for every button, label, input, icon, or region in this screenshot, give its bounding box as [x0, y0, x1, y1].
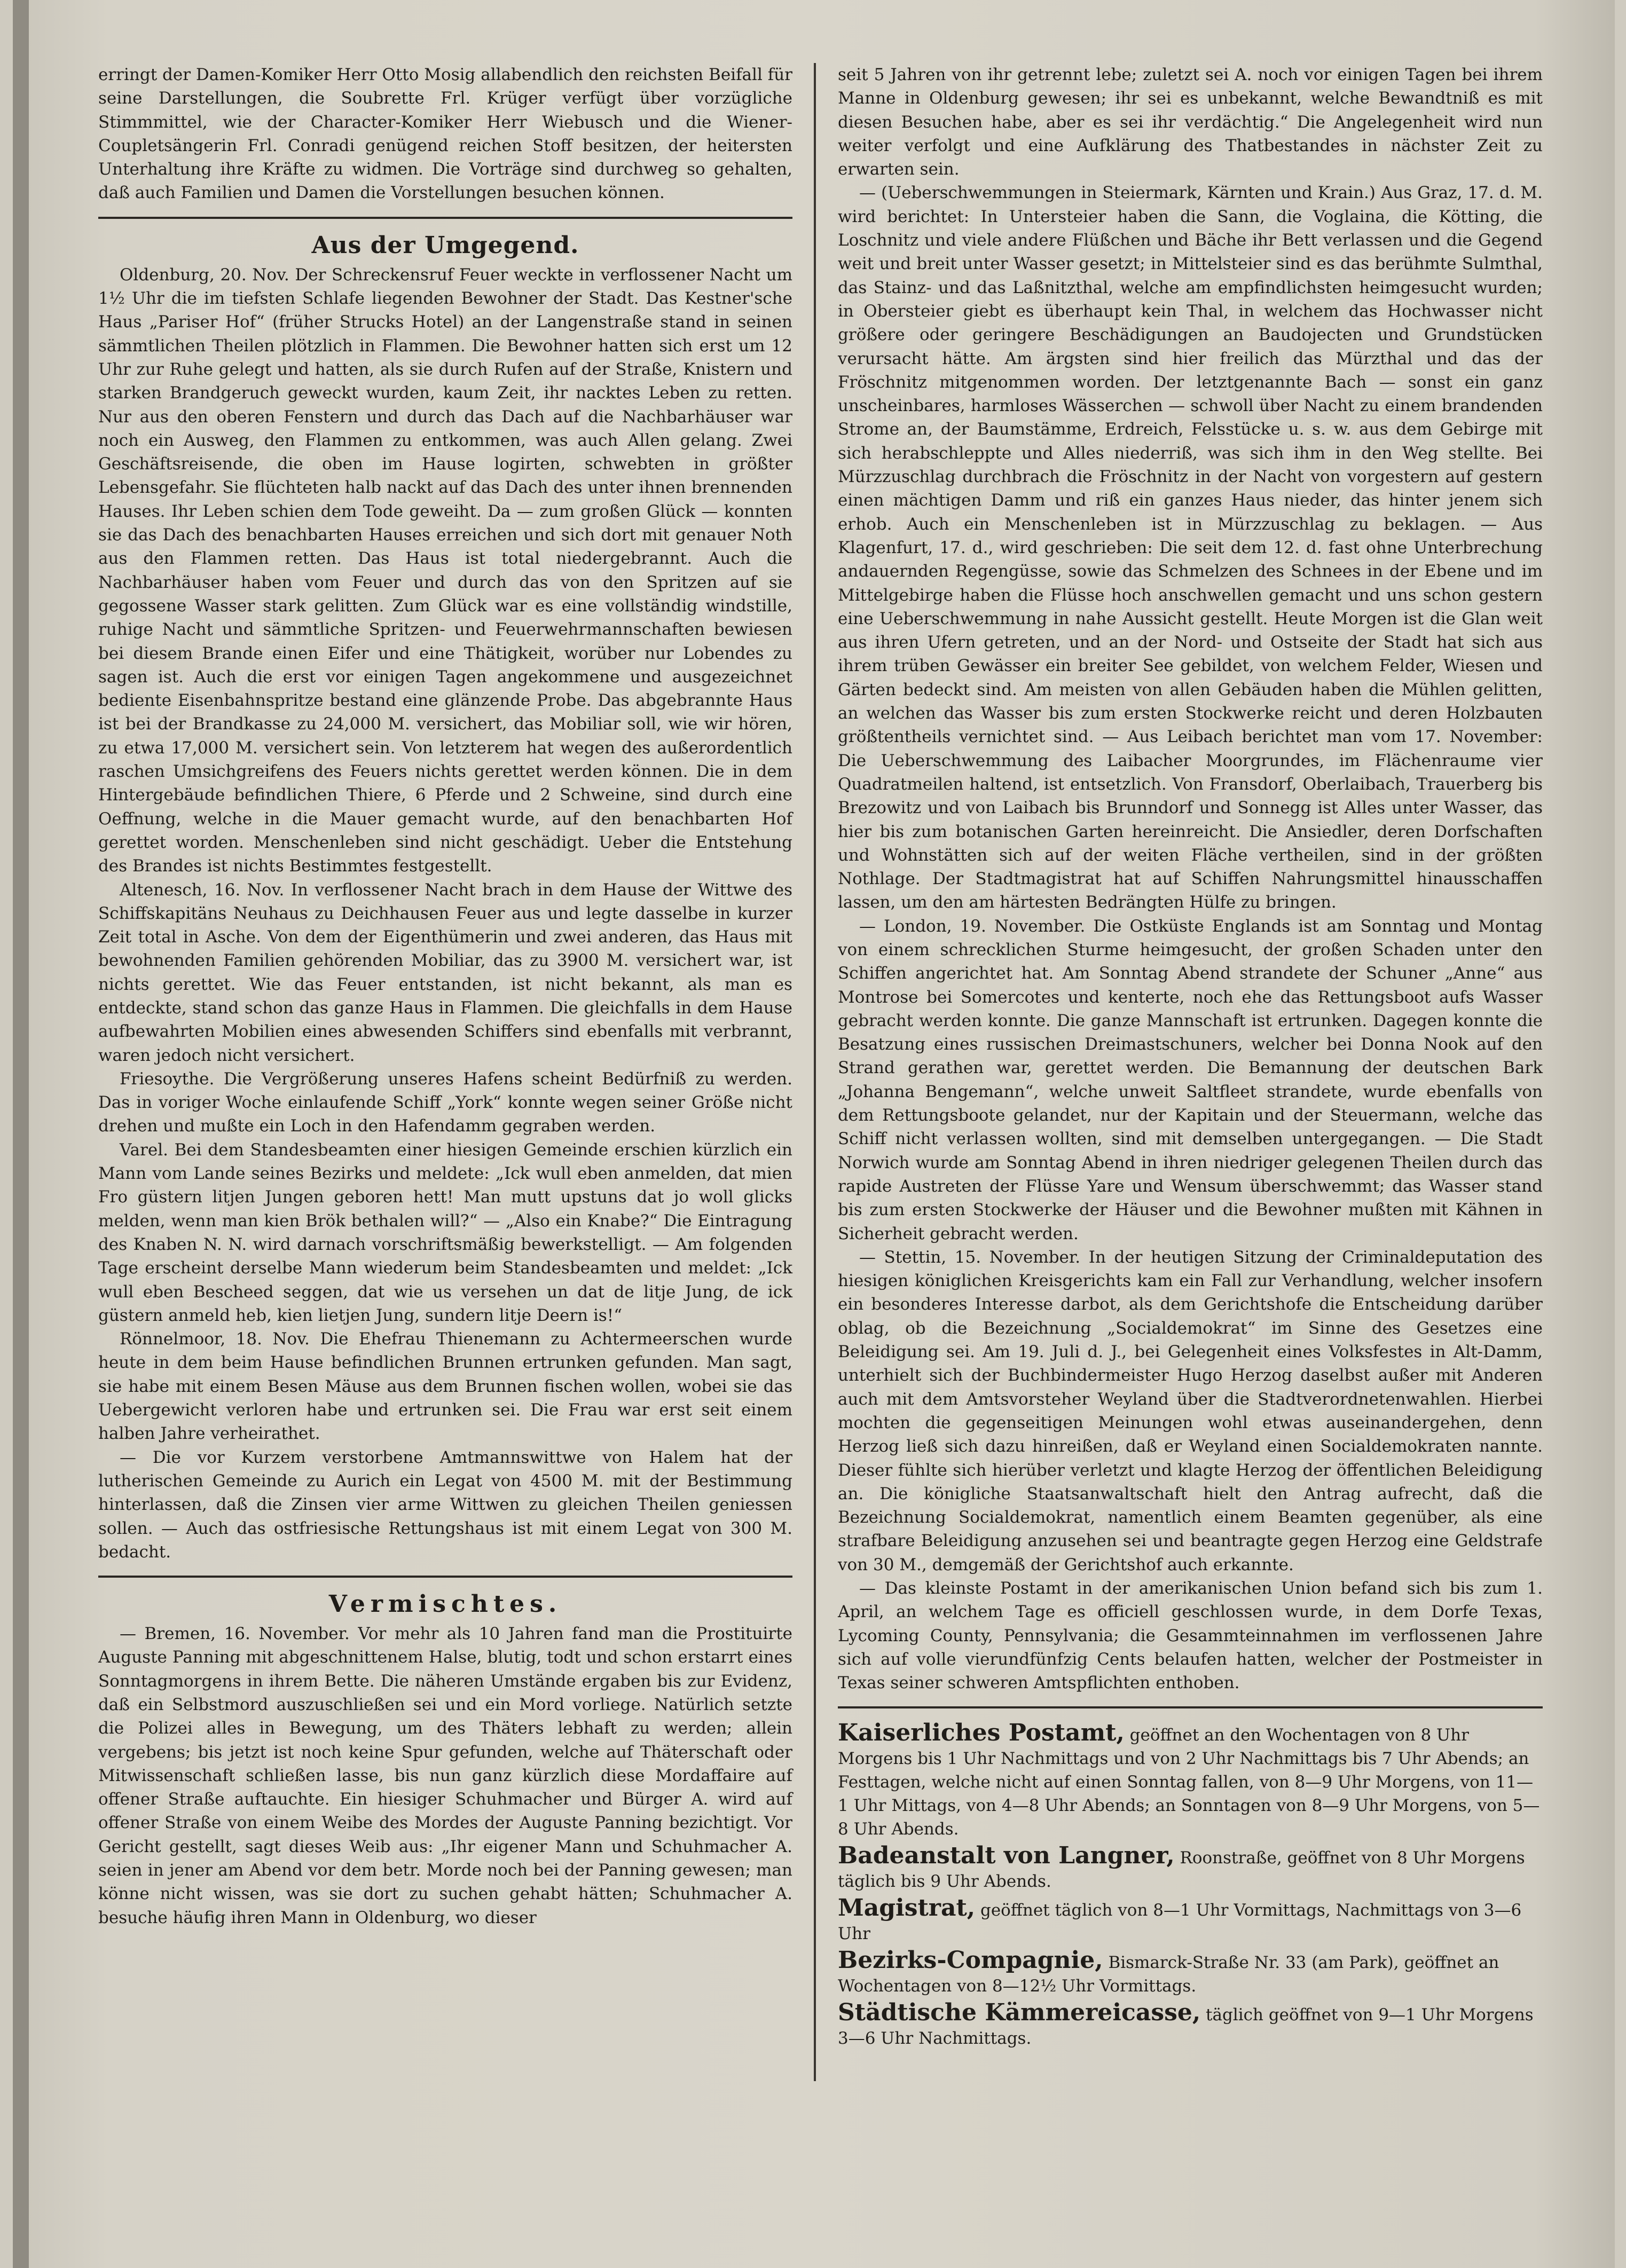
article-altenesch: Altenesch, 16. Nov. In verflossener Nacht brach in dem Hause der Wittwe des Schiffskapitäns Neuhaus zu Deichhausen Feuer aus und legte dasselbe in kurzer Zeit total in Asche. Von dem der Eigenthümerin und zwei anderen, das Haus mit bewohnenden Familien gehörenden Mobiliar, das zu 3900 M. versichert war, ist nichts gerettet. Wie das Feuer entstanden, ist nicht bekannt, als man es entdeckte, stand schon das ganze Haus in Flammen. Die gleichfalls in dem Hause aufbewahrten Mobilien eines abwesenden Schiffers sind ebenfalls mit verbrannt, waren jedoch nicht versichert. [98, 880, 792, 1065]
section-heading-vermischtes: Vermischtes. [328, 1590, 562, 1618]
section-rule [98, 217, 792, 219]
section-rule [98, 1576, 792, 1578]
notice-badeanstalt: Badeanstalt von Langner, Roonstraße, geöffnet von 8 Uhr Morgens täglich bis 9 Uhr Abends. [838, 1842, 1525, 1892]
notice-magistrat: Magistrat, geöffnet täglich von 8—1 Uhr Vormittags, Nachmittags von 3—6 Uhr [838, 1894, 1522, 1944]
concert-review-paragraph: erringt der Damen-Komiker Herr Otto Mosig allabendlich den reichsten Beifall für seine Darstellungen, die Soubrette Frl. Krüger verfügt über vorzügliche Stimmmittel, wie der Character-Komiker Herr Wiebusch und die Wiener-Coupletsängerin Frl. Conradi genügend reichen Stoff besitzen, der heitersten Unterhaltung ihre Kräfte zu widmen. Die Vorträge sind durchweg so gehalten, daß auch Familien und Damen die Vorstellungen besuchen können. [98, 65, 792, 203]
article-legat: — Die vor Kurzem verstorbene Amtmannswittwe von Halem hat der lutherischen Gemeinde zu Aurich ein Legat von 4500 M. mit der Bestimmung hinterlassen, daß die Zinsen vier arme Wittwen zu gleichen Theilen geniessen sollen. — Auch das ostfriesische Rettungshaus ist mit einem Legat von 300 M. bedacht. [98, 1447, 792, 1562]
right-column [838, 63, 1543, 2053]
notice-bezirks-compagnie: Bezirks-Compagnie, Bismarck-Straße Nr. 33 (am Park), geöffnet an Wochentagen von 8—12½ Uhr Vormittags. [838, 1947, 1499, 1996]
section-rule [838, 1706, 1543, 1708]
article-ueberschwemmungen: — (Ueberschwemmungen in Steiermark, Kärnten und Krain.) Aus Graz, 17. d. M. wird berichtet: In Untersteier haben die Sann, die Voglaina, die Kötting, die Loschnitz und viele andere Flüßchen und Bäche ihr Bett verlassen und die Gegend weit und breit unter Wasser gesetzt; in Mittelsteier sind es das berühmte Sulmthal, das Stainz- und das Laßnitzthal, welche am empfindlichsten heimgesucht wurden; in Obersteier giebt es überhaupt kein Thal, in welchem das Hochwasser nicht größere oder geringere Beschädigungen an Baudojecten und Grundstücken verursacht hätte. Am ärgsten sind hier freilich das Mürzthal und das der Fröschnitz mitgenommen worden. Der letztgenannte Bach — sonst ein ganz unscheinbares, harmloses Wässerchen — schwoll über Nacht zu einem brandenden Strome an, der Baumstämme, Erdreich, Felsstücke u. s. w. aus dem Gebirge mit sich herabschleppte und Alles niederriß, was sich ihm in den Weg stellte. Bei Mürzzuschlag durchbrach die Fröschnitz in der Nacht von vorgestern auf gestern einen mächtigen Damm und riß ein ganzes Haus nieder, das hinter jenem sich erhob. Auch ein Menschenleben ist in Mürzzuschlag zu beklagen. — Aus Klagenfurt, 17. d., wird geschrieben: Die seit dem 12. d. fast ohne Unterbrechung andauernden Regengüsse, sowie das Schmelzen des Schnees in der Ebene und im Mittelgebirge haben die Flüsse hoch anschwellen gemacht und uns schon gestern eine Ueberschwemmung in nahe Aussicht gestellt. Heute Morgen ist die Glan weit aus ihren Ufern getreten, und an der Nord- und Ostseite der Stadt hat sich aus ihrem trüben Gewässer ein breiter See gebildet, von welchem Felder, Wiesen und Gärten bedeckt sind. Am meisten von allen Gebäuden haben die Mühlen gelitten, an welchen das Wasser bis zum ersten Stockwerke reicht und deren Holzbauten größtentheils vernichtet sind. — Aus Leibach berichtet man vom 17. November: Die Ueberschwemmung des Laibacher Moorgrundes, im Flächenraume vier Quadratmeilen haltend, ist entsetzlich. Von Fransdorf, Oberlaibach, Trauerberg bis Brezowitz und von Laibach bis Brunndorf und Sonnegg ist Alles unter Wasser, das hier bis zum botanischen Garten hereinreicht. Die Ansiedler, deren Dorfschaften und Wohnstätten sich auf der weiten Fläche vertheilen, sind in der größten Nothlage. Der Stadtmagistrat hat auf Schiffen Nahrungsmittel hinausschaffen lassen, um den am härtesten Bedrängten Hülfe zu bringen. [838, 183, 1543, 912]
notice-kaemmereicasse: Städtische Kämmereicasse, täglich geöffnet von 9—1 Uhr Morgens 3—6 Uhr Nachmittags. [838, 1999, 1534, 2049]
column-divider [814, 63, 816, 2081]
page-spine-edge [13, 0, 29, 2268]
notice-postamt: Kaiserliches Postamt, geöffnet an den Wochentagen von 8 Uhr Morgens bis 1 Uhr Nachmittags und von 2 Uhr Nachmittags bis 7 Uhr Abends; an Festtagen, welche nicht auf einen Sonntag fallen, von 8—9 Uhr Morgens, von 11—1 Uhr Mittags, von 4—8 Uhr Abends; an Sonntagen von 8—9 Uhr Morgens, von 5—8 Uhr Abends. [838, 1719, 1540, 1839]
section-heading-umgegend: Aus der Umgegend. [311, 231, 579, 259]
article-varel: Varel. Bei dem Standesbeamten einer hiesigen Gemeinde erschien kürzlich ein Mann vom Lande seines Bezirks und meldete: „Ick wull eben anmelden, dat mien Fro güstern litjen Jungen geboren hett! Man mutt upstuns dat jo woll glicks melden, wenn man kien Brök bethalen will?“ — „Also ein Knabe?“ Die Eintragung des Knaben N. N. wird darnach vorschriftsmäßig bewerkstelligt. — Am folgenden Tage erscheint derselbe Mann wiederum beim Standesbeamten und meldet: „Ick wull eben Bescheed seggen, dat wie us versehen un dat de litje Jung, de ick güstern anmeld heb, kien lietjen Jung, sundern litje Deern is!“ [98, 1140, 792, 1325]
article-oldenburg: Oldenburg, 20. Nov. Der Schreckensruf Feuer weckte in verflossener Nacht um 1½ Uhr die im tiefsten Schlafe liegenden Bewohner der Stadt. Das Kestner'sche Haus „Pariser Hof“ (früher Strucks Hotel) an der Langenstraße stand in seinen sämmtlichen Theilen plötzlich in Flammen. Die Bewohner hatten sich erst um 12 Uhr zur Ruhe gelegt und hatten, als sie durch Rufen auf der Straße, Knistern und starken Brandgeruch geweckt wurden, kaum Zeit, ihr nacktes Leben zu retten. Nur aus den oberen Fenstern und durch das Dach auf die Nachbarhäuser war noch ein Ausweg, den Flammen zu entkommen, was auch Allen gelang. Zwei Geschäftsreisende, die oben im Hause logirten, schwebten in größter Lebensgefahr. Sie flüchteten halb nackt auf das Dach des unter ihnen brennenden Hauses. Ihr Leben schien dem Tode geweiht. Da — zum großen Glück — konnten sie das Dach des benachbarten Hauses erreichen und sich dort mit genauer Noth aus den Flammen retten. Das Haus ist total niedergebrannt. Auch die Nachbarhäuser haben vom Feuer und durch das von den Spritzen auf sie gegossene Wasser stark gelitten. Zum Glück war es eine vollständig windstille, ruhige Nacht und sämmtliche Spritzen- und Feuerwehrmannschaften bewiesen bei diesem Brande einen Eifer und eine Thätigkeit, worüber nur Lobendes zu sagen ist. Auch die erst vor einigen Tagen angekommene und ausgezeichnet bediente Eisenbahnspritze bestand eine glänzende Probe. Das abgebrannte Haus ist bei der Brandkasse zu 24,000 M. versichert, das Mobiliar soll, wie wir hören, zu etwa 17,000 M. versichert sein. Von letzterem hat wegen des außerordentlich raschen Umsichgreifens des Feuers nichts gerettet werden können. Die in dem Hintergebäude befindlichen Thiere, 6 Pferde und 2 Schweine, sind durch eine Oeffnung, welche in die Mauer gemacht wurde, auf den benachbarten Hof gerettet worden. Menschenleben sind nicht geschädigt. Ueber die Entstehung des Brandes ist nichts Bestimmtes festgestellt. [98, 265, 792, 876]
article-london: — London, 19. November. Die Ostküste Englands ist am Sonntag und Montag von einem schrecklichen Sturme heimgesucht, der großen Schaden unter den Schiffen angerichtet hat. Am Sonntag Abend strandete der Schuner „Anne“ aus Montrose bei Somercotes und kenterte, noch ehe das Rettungsboot aufs Wasser gebracht werden konnte. Die ganze Mannschaft ist ertrunken. Dagegen konnte die Besatzung eines russischen Dreimastschuners, welcher bei Donna Nook auf den Strand gerathen war, gerettet werden. Die Bemannung der deutschen Bark „Johanna Bengemann“, welche unweit Saltfleet strandete, wurde ebenfalls von dem Rettungsboote gelandet, nur der Kapitain und der Steuermann, welche das Schiff nicht verlassen wollten, sind mit demselben untergegangen. — Die Stadt Norwich wurde am Sonntag Abend in ihren niedriger gelegenen Theilen durch das rapide Austreten der Flüsse Yare und Wensum überschwemmt; das Wasser stand bis zum ersten Stockwerke der Häuser und die Bewohner mußten mit Kähnen in Sicherheit gebracht werden. [838, 916, 1543, 1243]
article-bremen-continued: seit 5 Jahren von ihr getrennt lebe; zuletzt sei A. noch vor einigen Tagen bei ihrem Manne in Oldenburg gewesen; ihr sei es unbekannt, welche Bewandtniß es mit diesen Besuchen habe, aber es sei ihr verdächtig.“ Die Angelegenheit wird nun weiter verfolgt und eine Aufklärung des Thatbestandes in nächster Zeit zu erwarten sein. [838, 65, 1543, 179]
article-bremen: — Bremen, 16. November. Vor mehr als 10 Jahren fand man die Prostituirte Auguste Panning mit abgeschnittenem Halse, blutig, todt und schon erstarrt eines Sonntagmorgens in ihrem Bette. Die näheren Umstände ergaben bis zur Evidenz, daß ein Selbstmord auszuschließen sei und ein Mord vorliege. Natürlich setzte die Polizei alles in Bewegung, um des Thäters lebhaft zu werden; allein vergebens; bis jetzt ist noch keine Spur gefunden, welche auf Thäterschaft oder Mitwissenschaft schließen lasse, bis nun ganz kürzlich diese Mordaffaire auf offener Straße auftauchte. Ein hiesiger Schuhmacher und Bürger A. wird auf offener Straße von einem Weibe des Mordes der Auguste Panning bezichtigt. Vor Gericht gestellt, sagt dieses Weib aus: „Ihr eigener Mann und Schuhmacher A. seien in jener am Abend vor dem betr. Morde noch bei der Panning gewesen; man könne nicht wissen, was sie dort zu suchen gehabt hätten; Schuhmacher A. besuche häufig ihren Mann in Oldenburg, wo dieser [98, 1624, 792, 1927]
article-stettin: — Stettin, 15. November. In der heutigen Sitzung der Criminaldeputation des hiesigen königlichen Kreisgerichts kam ein Fall zur Verhandlung, welcher insofern ein besonderes Interesse darbot, als dem Gerichtshofe die Entscheidung darüber oblag, ob die Bezeichnung „Socialdemokrat“ im Sinne des Gesetzes eine Beleidigung sei. Am 19. Juli d. J., bei Gelegenheit eines Volksfestes in Alt-Damm, unterhielt sich der Buchbindermeister Hugo Herzog daselbst außer mit Anderen auch mit dem Amtsvorsteher Weyland über die Stadtverordnetenwahlen. Hierbei mochten die gegenseitigen Meinungen wohl etwas auseinandergehen, denn Herzog ließ sich dazu hinreißen, daß er Weyland einen Socialdemokraten nannte. Dieser fühlte sich hierüber verletzt und klagte Herzog der öffentlichen Beleidigung an. Die königliche Staatsanwaltschaft hielt den Antrag aufrecht, daß die Bezeichnung Socialdemokrat, namentlich einem Beamten gegenüber, als eine strafbare Beleidigung anzusehen sei und beantragte gegen Herzog eine Geldstrafe von 30 M., demgemäß der Gerichtshof auch erkannte. [838, 1247, 1543, 1574]
office-hours-notices [838, 1721, 1543, 2050]
newspaper-page [13, 0, 1615, 2268]
article-roennelmoor: Rönnelmoor, 18. Nov. Die Ehefrau Thienemann zu Achtermeerschen wurde heute in dem beim Hause befindlichen Brunnen ertrunken gefunden. Man sagt, sie habe mit einem Besen Mäuse aus dem Brunnen fischen wollen, wobei sie das Uebergewicht verloren habe und ertrunken sei. Die Frau war erst seit einem halben Jahre verheirathet. [98, 1329, 792, 1444]
left-column [98, 63, 792, 1930]
article-friesoythe: Friesoythe. Die Vergrößerung unseres Hafens scheint Bedürfniß zu werden. Das in voriger Woche einlaufende Schiff „York“ konnte wegen seiner Größe nicht drehen und mußte ein Loch in den Hafendamm gegraben werden. [98, 1069, 792, 1136]
article-postamt-texas: — Das kleinste Postamt in der amerikanischen Union befand sich bis zum 1. April, an welchem Tage es officiell geschlossen wurde, in dem Dorfe Texas, Lycoming County, Pennsylvania; die Gesammteinnahmen im verflossenen Jahre sich auf volle vierundfünfzig Cents belaufen hatten, welcher der Postmeister in Texas seiner schweren Amtspflichten enthoben. [838, 1579, 1543, 1693]
